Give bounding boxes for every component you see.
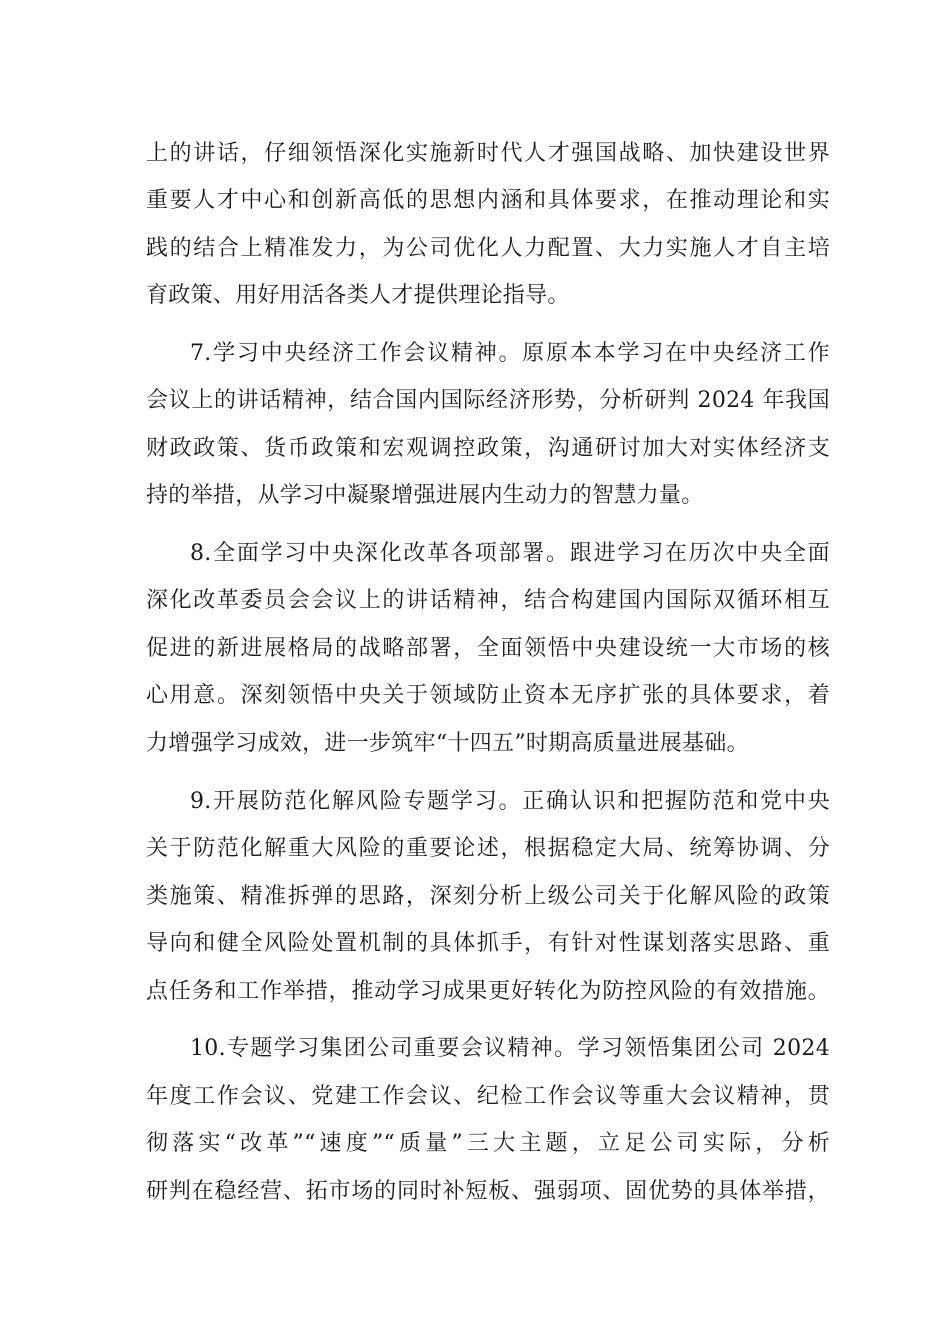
text-line: 促进的新进展格局的战略部署，全面领悟中央建设统一大市场的核 (146, 636, 830, 661)
paragraph-first-line: 7.学习中央经济工作会议精神。原原本本学习在中央经济工作 (190, 341, 830, 366)
text-line: 点任务和工作举措，推动学习成果更好转化为防控风险的有效措施。 (146, 979, 830, 1004)
text-line: 深化改革委员会会议上的讲话精神，结合构建国内国际双循环相互 (146, 588, 830, 613)
text-line: 重要人才中心和创新高低的思想内涵和具体要求，在推动理论和实 (146, 188, 830, 213)
text-line: 导向和健全风险处置机制的具体抓手，有针对性谋划落实思路、重 (146, 931, 830, 956)
text-line: 育政策、用好用活各类人才提供理论指导。 (146, 283, 570, 308)
text-line: 类施策、精准拆弹的思路，深刻分析上级公司关于化解风险的政策 (146, 884, 830, 909)
paragraph-first-line: 10.专题学习集团公司重要会议精神。学习领悟集团公司 2024 (190, 1036, 830, 1061)
paragraph-first-line: 8.全面学习中央深化改革各项部署。跟进学习在历次中央全面 (190, 541, 830, 566)
text-line: 践的结合上精准发力，为公司优化人力配置、大力实施人才自主培 (146, 236, 830, 261)
text-line: 会议上的讲话精神，结合国内国际经济形势，分析研判 2024 年我国 (146, 388, 830, 413)
paragraph-first-line: 9.开展防范化解风险专题学习。正确认识和把握防范和党中央 (190, 789, 830, 814)
text-line: 上的讲话，仔细领悟深化实施新时代人才强国战略、加快建设世界 (146, 141, 830, 166)
text-line: 财政政策、货币政策和宏观调控政策，沟通研讨加大对实体经济支 (146, 436, 830, 461)
text-line: 年度工作会议、党建工作会议、纪检工作会议等重大会议精神，贯 (146, 1084, 830, 1109)
text-line: 研判在稳经营、拓市场的同时补短板、强弱项、固优势的具体举措， (146, 1179, 830, 1204)
text-line: 心用意。深刻领悟中央关于领域防止资本无序扩张的具体要求，着 (146, 683, 830, 708)
text-line: 力增强学习成效，进一步筑牢“十四五”时期高质量进展基础。 (146, 731, 749, 756)
text-line: 关于防范化解重大风险的重要论述，根据稳定大局、统筹协调、分 (146, 836, 830, 861)
text-line: 持的举措，从学习中凝聚增强进展内生动力的智慧力量。 (146, 483, 704, 508)
text-line: 彻落实“改革”“速度”“质量”三大主题，立足公司实际，分析 (146, 1131, 830, 1156)
